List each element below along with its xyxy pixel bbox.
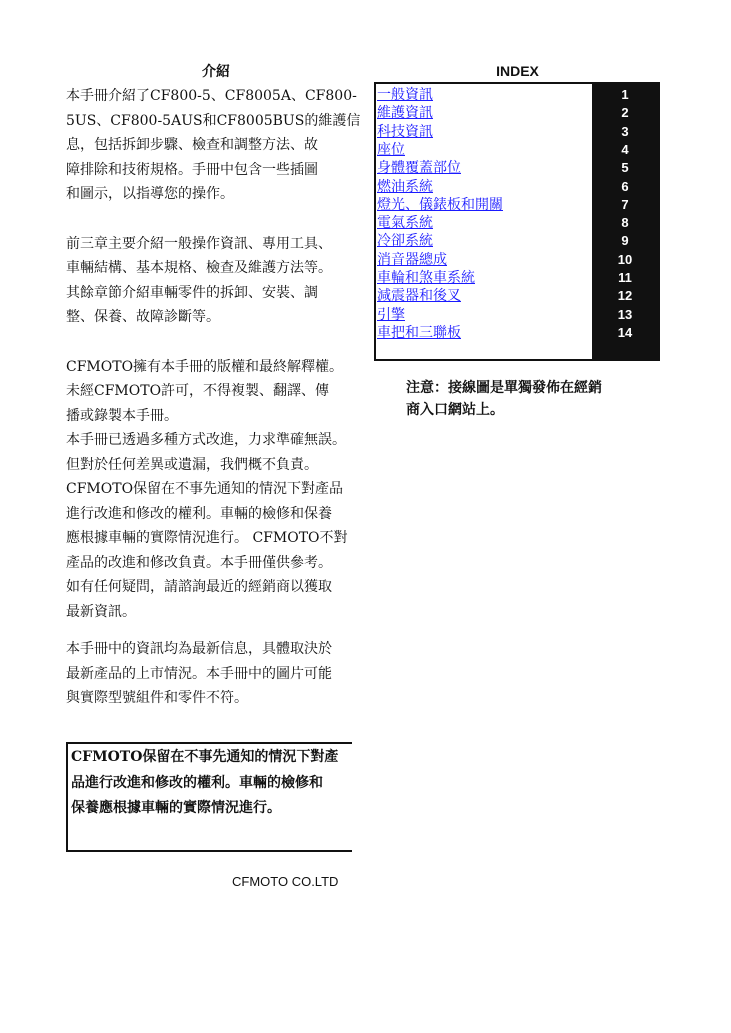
index-number: 7 — [621, 196, 629, 212]
index-number: 11 — [618, 270, 632, 285]
intro-paragraph-5: CFMOTO保留在不事先通知的情況下對產品 進行改進和修改的權利。車輛的檢修和保養 應根據車輛的實際情況進行。 CFMOTO不對 產品的改進和修改負責。本手冊僅供參考。 如有任何疑問，請諮詢最近的經銷商以獲取 最新資訊。 — [66, 481, 348, 620]
index-number: 12 — [617, 288, 633, 304]
notice-box: CFMOTO保留在不事先通知的情況下對產 品進行改進和修改的權利。車輛的檢修和 保養應根據車輛的實際情況進行。 — [66, 742, 352, 852]
index-row — [376, 141, 658, 159]
index-number: 14 — [617, 324, 633, 340]
index-number: 8 — [621, 215, 629, 231]
intro-title: 介紹 — [202, 64, 230, 80]
index-row — [376, 178, 658, 196]
index-row — [376, 232, 658, 250]
intro-paragraph-6: 本手冊中的資訊均為最新信息，具體取決於 最新產品的上市情況。本手冊中的圖片可能 與實際型號組件和零件不符。 — [66, 641, 332, 706]
wiring-note: 注意：接線圖是單獨發佈在經銷 商入口網站上。 — [406, 380, 602, 418]
index-number: 9 — [621, 233, 629, 249]
index-link[interactable]: 冷卻系統 — [377, 233, 433, 250]
index-link[interactable]: 燃油系統 — [377, 178, 433, 195]
index-link[interactable]: 消音器總成 — [377, 251, 447, 268]
index-link[interactable]: 燈光、儀錶板和開關 — [377, 196, 503, 213]
index-link[interactable]: 一般資訊 — [377, 87, 433, 103]
index-link[interactable]: 車輪和煞車系統 — [377, 270, 475, 286]
index-title: INDEX — [496, 63, 539, 79]
intro-paragraph-4: 本手冊已透過多種方式改進，力求準確無誤。 但對於任何差異或遺漏，我們概不負責。 — [66, 432, 346, 473]
index-row — [376, 123, 658, 141]
index-row — [376, 196, 658, 214]
index-row — [376, 306, 658, 324]
intro-paragraph-1: 本手冊介紹了CF800-5、CF8005A、CF800- 5US、CF800-5AUS和CF8005BUS的維護信 息，包括拆卸步驟、檢查和調整方法、故 障排除和技術規格。手冊中包含一些插圖 和圖示，以指導您的操作。 — [66, 88, 361, 202]
index-row — [376, 214, 658, 232]
index-row — [376, 251, 658, 269]
index-number: 1 — [621, 87, 629, 102]
intro-paragraph-3: CFMOTO擁有本手冊的版權和最終解釋權。 未經CFMOTO許可，不得複製、翻譯、傳 播或錄製本手冊。 — [66, 358, 344, 424]
index-number: 6 — [621, 178, 629, 194]
index-link[interactable]: 科技資訊 — [377, 123, 433, 140]
index-row — [376, 287, 658, 305]
index-number: 5 — [621, 160, 629, 176]
index-link[interactable]: 引擎 — [377, 306, 405, 323]
index-link[interactable]: 減震器和後叉 — [377, 288, 461, 305]
index-link[interactable]: 車把和三聯板 — [377, 324, 461, 341]
intro-section — [66, 62, 366, 711]
index-row — [376, 159, 658, 177]
index-row — [376, 104, 658, 122]
index-link[interactable]: 身體覆蓋部位 — [377, 160, 461, 177]
index-number: 3 — [621, 123, 629, 139]
intro-paragraph-2: 前三章主要介紹一般操作資訊、專用工具、 車輛結構、基本規格、檢查及維護方法等。 其餘章節介紹車輛零件的拆卸、安裝、調 整、保養、故障診斷等。 — [66, 235, 332, 325]
index-number: 4 — [621, 141, 629, 157]
index-row — [376, 269, 658, 287]
index-table — [374, 82, 660, 361]
index-link[interactable]: 維護資訊 — [377, 105, 433, 122]
index-number: 10 — [617, 251, 633, 267]
index-number: 13 — [617, 306, 633, 322]
index-row — [376, 324, 658, 342]
index-link[interactable]: 座位 — [377, 141, 405, 158]
index-number: 2 — [621, 105, 629, 121]
index-row — [376, 86, 658, 104]
index-link[interactable]: 電氣系統 — [377, 215, 433, 232]
footer-company: CFMOTO CO.LTD — [232, 874, 339, 889]
